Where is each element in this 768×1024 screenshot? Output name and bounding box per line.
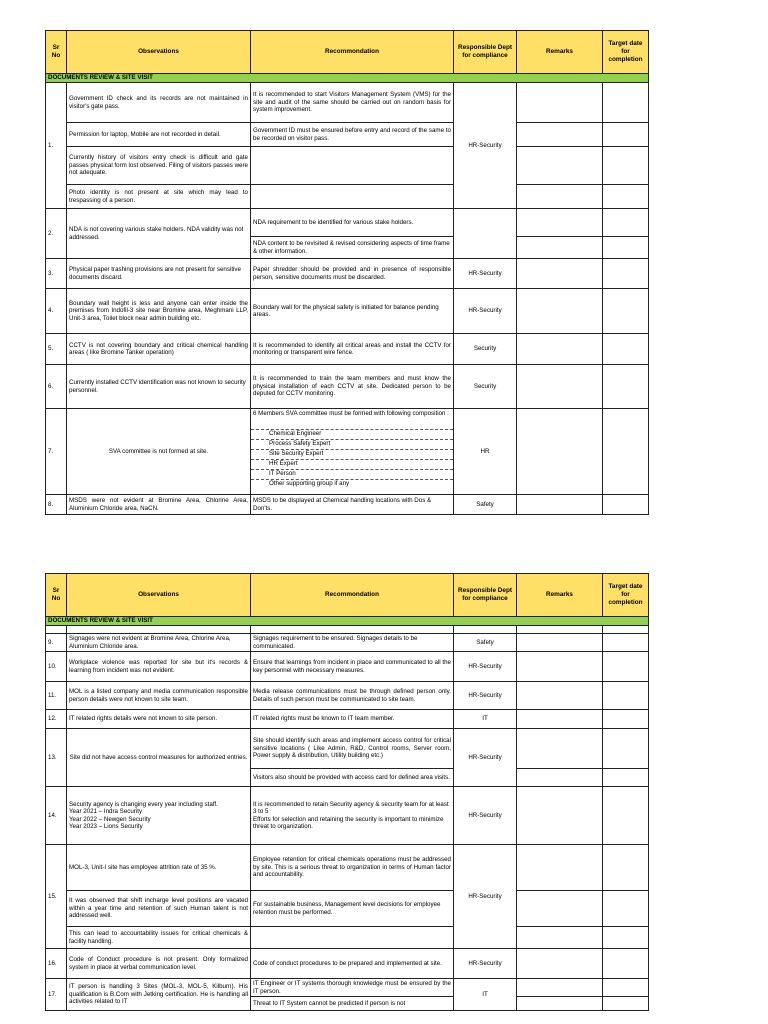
table-row: [46, 710, 768, 729]
recommendation-cell: Employee retention for critical chemicals operations must be addressed by site. This is a serious threat to organization in terms of Human factor and accountability.: [251, 845, 454, 891]
target-cell: [603, 289, 649, 334]
sr-no-cell: 13.: [46, 729, 67, 787]
target-cell: [603, 259, 649, 289]
observation-cell: It was observed that shift incharge level positions are vacated within a year time and retention of such Human talent is not addressed well.: [67, 891, 251, 927]
remarks-cell: [517, 979, 603, 997]
table-row: [46, 979, 768, 997]
observation-cell: CCTV is not covering boundary and critical chemical handling areas ( like Bromine Tanker operation): [67, 334, 251, 365]
sr-no-cell: 12.: [46, 710, 67, 729]
observation-line: Year 2023 – Lions Security: [69, 822, 143, 830]
section-row: [46, 617, 768, 626]
observation-cell: Code of Conduct procedure is not present. Only formalized system in place at verbal communication level.: [67, 949, 251, 979]
table-row: [46, 259, 768, 289]
header-remarks: Remarks: [517, 574, 603, 617]
header-sr-no: Sr No: [46, 574, 67, 617]
dept-cell: Safety: [454, 495, 517, 515]
observation-cell: SVA committee is not formed at site.: [67, 409, 251, 495]
table-row: [46, 787, 768, 845]
dept-cell: Security: [454, 334, 517, 365]
observation-line: Year 2021 – Indra Security: [69, 808, 143, 816]
recommendation-line: It is recommended to retain Security agency & security team for at least 3 to 5: [253, 800, 449, 816]
header-target-date: Target date for completion: [603, 574, 649, 617]
target-cell: [603, 334, 649, 365]
recommendation-cell: NDA requirement to be identified for various stake holders.: [251, 209, 454, 237]
observation-cell: Photo identity is not present at site which may lead to trespassing of a person.: [67, 185, 251, 209]
observation-cell: This can lead to accountability issues for critical chemicals & facility handling.: [67, 927, 251, 949]
sr-no-cell: 2.: [46, 209, 67, 259]
dept-cell: HR-Security: [454, 259, 517, 289]
observation-cell: Currently history of visitors entry check is difficult and gate passes physical form lost observed. Filing of visitors passes were not adequate.: [67, 147, 251, 185]
recommendation-cell: Boundary wall for the physical safety is initiated for balance pending areas.: [251, 289, 454, 334]
dept-cell: HR-Security: [454, 652, 517, 682]
remarks-cell: [517, 83, 603, 123]
header-responsible-dept: Responsible Dept for compliance: [454, 31, 517, 74]
remarks-cell: [517, 123, 603, 147]
table-row: [46, 845, 768, 891]
target-cell: [603, 729, 649, 769]
remarks-cell: [517, 927, 603, 949]
remarks-cell: [517, 949, 603, 979]
dept-cell: [454, 209, 517, 259]
observation-cell: [67, 787, 251, 845]
header-observations: Observations: [67, 574, 251, 617]
recommendation-cell: [251, 147, 454, 185]
dept-cell: HR-Security: [454, 845, 517, 949]
table-row: [46, 209, 768, 237]
target-cell: [603, 209, 649, 237]
observation-cell: Permission for laptop, Mobile are not recorded in detail.: [67, 123, 251, 147]
recommendation-cell: It is recommended to train the team members and must know the physical installation of each CCTV at site. Dedicated person to be deputed for CCTV monitoring.: [251, 365, 454, 409]
remarks-cell: [517, 729, 603, 769]
header-remarks: Remarks: [517, 31, 603, 74]
target-cell: [603, 710, 649, 729]
target-cell: [603, 237, 649, 259]
remarks-cell: [517, 259, 603, 289]
recommendation-cell: It is recommended to start Visitors Management System (VMS) for the site and audit of the same should be carried out on random basis for system improvement.: [251, 83, 454, 123]
recommendation-cell: IT Engineer or IT systems thorough knowledge must be ensured by the IT person.: [251, 979, 454, 997]
remarks-cell: [517, 209, 603, 237]
observation-line: Security agency is changing every year including staff.: [69, 800, 218, 808]
table-row: [46, 927, 768, 949]
remarks-cell: [517, 634, 603, 652]
observation-cell: Boundary wall height is less and anyone can enter inside the premises from Indofil-3 site near Bromine area, Meghmani LLP, Unit-3 area, Toilet block near admin building etc.: [67, 289, 251, 334]
target-cell: [603, 409, 649, 495]
dept-cell: HR-Security: [454, 289, 517, 334]
recommendation-cell: [251, 409, 454, 495]
target-cell: [603, 845, 649, 891]
sr-no-cell: 17.: [46, 979, 67, 1011]
table-row: [46, 729, 768, 769]
member-item: Other supporting group if any: [251, 479, 453, 489]
sr-no-cell: 16.: [46, 949, 67, 979]
target-cell: [603, 147, 649, 185]
remarks-cell: [517, 185, 603, 209]
dept-cell: Safety: [454, 634, 517, 652]
recommendation-cell: NDA content to be revisited & revised considering aspects of time frame & other information.: [251, 237, 454, 259]
svA-committee-heading: 6 Members SVA committee must be formed with following composition :: [253, 410, 449, 417]
recommendation-cell: Site should identify such areas and implement access control for critical sensitive locations ( Like Admin, R&D, Control rooms, Server room, Power supply & distribution, Utility building etc.): [251, 729, 454, 769]
remarks-cell: [517, 365, 603, 409]
dept-cell: HR-Security: [454, 682, 517, 710]
remarks-cell: [517, 334, 603, 365]
observation-cell: Currently installed CCTV identification was not known to security personnel.: [67, 365, 251, 409]
sr-no-cell: 14.: [46, 787, 67, 845]
header-responsible-dept: Responsible Dept for compliance: [454, 574, 517, 617]
table-row: [46, 949, 768, 979]
sr-no-cell: 7.: [46, 409, 67, 495]
observation-cell: Government ID check and its records are not maintained in visitor's gate pass.: [67, 83, 251, 123]
recommendation-cell: MSDS to be displayed at Chemical handling locations with Dos & Don'ts.: [251, 495, 454, 515]
target-cell: [603, 979, 649, 997]
remarks-cell: [517, 891, 603, 927]
sr-no-cell: 1.: [46, 83, 67, 209]
target-cell: [603, 652, 649, 682]
recommendation-cell: [251, 927, 454, 949]
observations-table-1: [45, 30, 768, 515]
dept-cell: Security: [454, 365, 517, 409]
recommendation-cell: Code of conduct procedures to be prepared and implemented at site.: [251, 949, 454, 979]
recommendation-cell: Paper shredder should be provided and in presence of responsible person, sensitive documents must be discarded.: [251, 259, 454, 289]
sr-no-cell: 11.: [46, 682, 67, 710]
recommendation-cell: [251, 185, 454, 209]
recommendation-cell: Threat to IT System cannot be predicted if person is not: [251, 997, 454, 1011]
target-cell: [603, 634, 649, 652]
dept-cell: HR: [454, 409, 517, 495]
observation-cell: MSDS were not evident at Bromine Area, Chlorine Area, Aluminium Chloride area, NaCN.: [67, 495, 251, 515]
header-target-date: Target date for completion: [603, 31, 649, 74]
table-1-container: [45, 30, 768, 515]
sr-no-cell: 8.: [46, 495, 67, 515]
remarks-cell: [517, 147, 603, 185]
table-row: [46, 495, 768, 515]
table-row: [46, 83, 768, 123]
remarks-cell: [517, 495, 603, 515]
member-item: Process Safety Expert: [251, 439, 453, 449]
remarks-cell: [517, 845, 603, 891]
target-cell: [603, 682, 649, 710]
table-row: [46, 334, 768, 365]
table-row: [46, 682, 768, 710]
observation-cell: Workplace violence was reported for site but it's records & learning from incident was not evident.: [67, 652, 251, 682]
observation-cell: Site did not have access control measures for authorized entries.: [67, 729, 251, 787]
header-row: [46, 31, 768, 74]
table-row: [46, 634, 768, 652]
header-observations: Observations: [67, 31, 251, 74]
target-cell: [603, 891, 649, 927]
table-row: [46, 123, 768, 147]
table-row: [46, 147, 768, 185]
recommendation-cell: IT related rights must be known to IT team member.: [251, 710, 454, 729]
remarks-cell: [517, 682, 603, 710]
observation-cell: IT person is handling 3 Sites (MOL-3, MOL-5, Kilburn). His qualification is B.Com with Jetking certification. He is handling all activities related to IT: [67, 979, 251, 1011]
recommendation-cell: Government ID must be ensured before entry and record of the same to be recorded on visitor pass.: [251, 123, 454, 147]
target-cell: [603, 997, 649, 1011]
target-cell: [603, 123, 649, 147]
remarks-cell: [517, 769, 603, 787]
observation-cell: Signages were not evident at Bromine Area, Chlorine Area, Aluminium Chloride area.: [67, 634, 251, 652]
table-row: [46, 652, 768, 682]
observation-cell: Physical paper trashing provisions are not present for sensitive documents discard.: [67, 259, 251, 289]
header-row: [46, 574, 768, 617]
recommendation-line: Efforts for selection and retaining the security is important to minimize threat to organization.: [253, 815, 444, 830]
sr-no-cell: 3.: [46, 259, 67, 289]
table-row: [46, 289, 768, 334]
spacer-row: [46, 626, 768, 634]
dept-cell: HR-Security: [454, 83, 517, 209]
header-recommendation: Recommondation: [251, 574, 454, 617]
remarks-cell: [517, 710, 603, 729]
remarks-cell: [517, 997, 603, 1011]
dept-cell: HR-Security: [454, 787, 517, 845]
recommendation-cell: It is recommended to identify all critical areas and install the CCTV for monitoring or transparent wire fence.: [251, 334, 454, 365]
table-row: [46, 185, 768, 209]
dept-cell: IT: [454, 710, 517, 729]
header-recommendation: Recommondation: [251, 31, 454, 74]
observation-cell: IT related rights details were not known to site person.: [67, 710, 251, 729]
observation-line: Year 2022 – Newgen Security: [69, 815, 151, 823]
target-cell: [603, 365, 649, 409]
recommendation-cell: Visitors also should be provided with access card for defined area visits.: [251, 769, 454, 787]
recommendation-cell: Signages requirement to be ensured. Signages details to be communicated.: [251, 634, 454, 652]
recommendation-cell: Ensure that learnings from incident in place and communicated to all the key personnel with necessary measures.: [251, 652, 454, 682]
target-cell: [603, 83, 649, 123]
dept-cell: IT: [454, 979, 517, 1011]
member-item: IT Person: [251, 469, 453, 479]
target-cell: [603, 927, 649, 949]
remarks-cell: [517, 652, 603, 682]
recommendation-cell: Media release communications must be through defined person only. Details of such person must be communicated to site team.: [251, 682, 454, 710]
member-item: Chemical Engineer: [251, 429, 453, 439]
sr-no-cell: 5.: [46, 334, 67, 365]
table-2-container: [45, 573, 768, 1011]
member-item: Site Security Expert: [251, 449, 453, 459]
table-row: [46, 365, 768, 409]
member-item: HR Expert: [251, 459, 453, 469]
section-title: DOCUMENTS REVIEW & SITE VISIT: [46, 617, 649, 626]
table-row: [46, 891, 768, 927]
observation-cell: MOL is a listed company and media communication responsible person details were not known to site team.: [67, 682, 251, 710]
sr-no-cell: 6.: [46, 365, 67, 409]
sr-no-cell: 10.: [46, 652, 67, 682]
observation-cell: NDA is not covering various stake holders. NDA validity was not addressed.: [67, 209, 251, 259]
remarks-cell: [517, 289, 603, 334]
target-cell: [603, 949, 649, 979]
header-sr-no: Sr No: [46, 31, 67, 74]
target-cell: [603, 769, 649, 787]
sr-no-cell: 9.: [46, 634, 67, 652]
section-row: [46, 74, 768, 83]
section-title: DOCUMENTS REVIEW & SITE VISIT: [46, 74, 649, 83]
dept-cell: HR-Security: [454, 949, 517, 979]
recommendation-cell: For sustainable business, Management level decisions for employee retention must be performed.: [251, 891, 454, 927]
table-row: [46, 409, 768, 495]
target-cell: [603, 787, 649, 845]
remarks-cell: [517, 409, 603, 495]
dept-cell: HR-Security: [454, 729, 517, 787]
observations-table-2: [45, 573, 768, 1011]
target-cell: [603, 185, 649, 209]
remarks-cell: [517, 787, 603, 845]
target-cell: [603, 495, 649, 515]
remarks-cell: [517, 237, 603, 259]
observation-cell: MOL-3, Unit-I site has employee attrition rate of 35 %.: [67, 845, 251, 891]
recommendation-cell: [251, 787, 454, 845]
sr-no-cell: 15.: [46, 845, 67, 949]
sr-no-cell: 4.: [46, 289, 67, 334]
